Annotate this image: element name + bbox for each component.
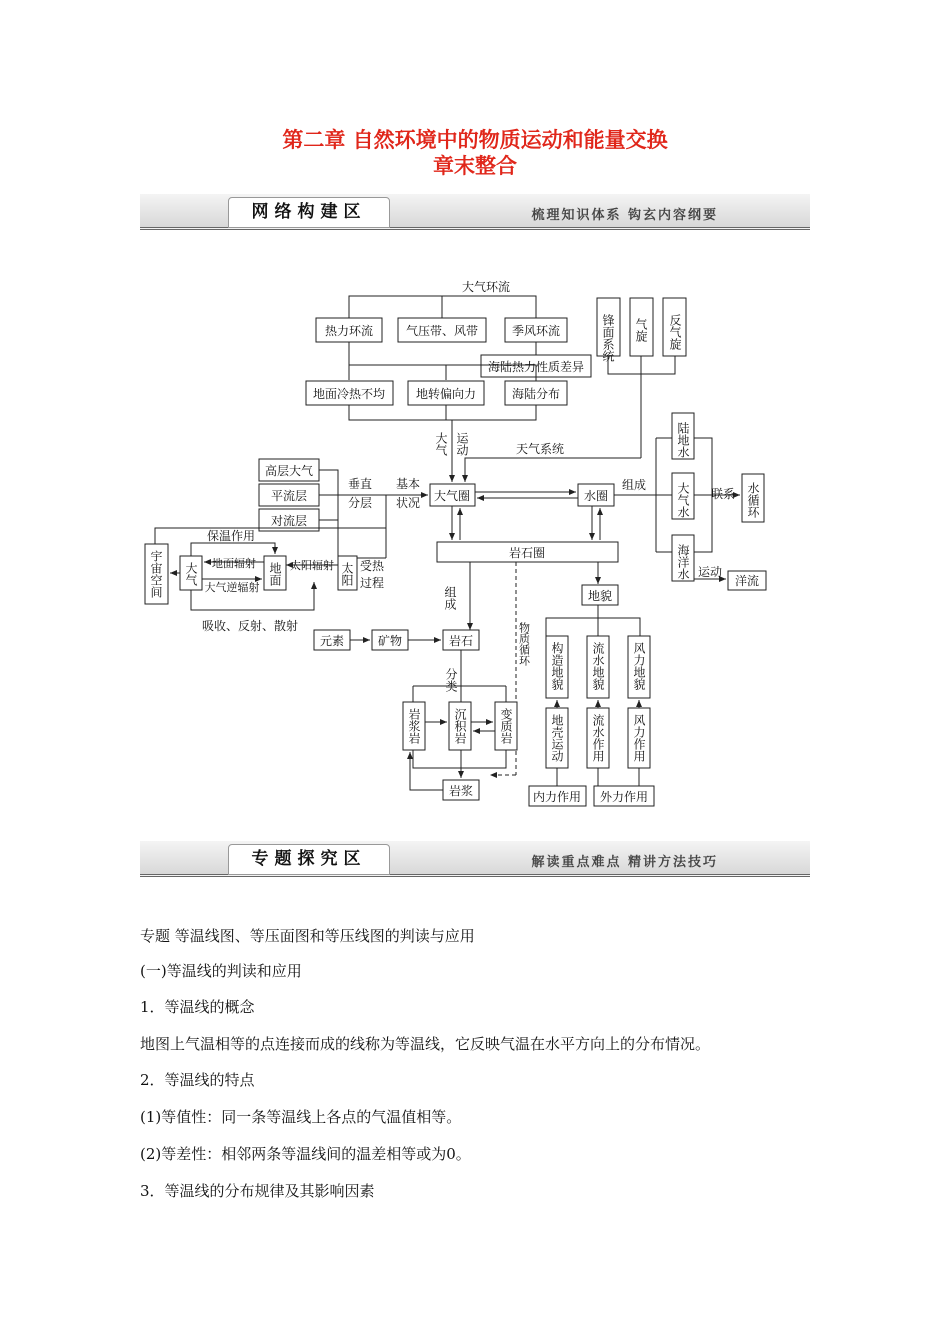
label-move: 运动 (697, 565, 723, 579)
box-uneven-heating: 地面冷热不均 (312, 387, 386, 401)
banner-tab-topic: 专题探究区 (228, 844, 390, 875)
box-anticyclone: 反气旋 (668, 314, 682, 350)
banner-tab-network: 网络构建区 (228, 197, 390, 228)
label-counter-radiation: 大气逆辐射 (204, 581, 260, 594)
box-igneous: 岩浆岩 (407, 708, 421, 744)
item-1: 1．等温线的概念 (140, 998, 255, 1016)
label-link: 联系 (710, 487, 736, 501)
box-tectonic-landform: 构造地貌 (550, 642, 564, 690)
label-insulation: 保温作用 (206, 529, 256, 543)
box-stratosphere: 平流层 (270, 489, 308, 503)
paragraph-2: (1)等值性：同一条等温线上各点的气温值相等。 (140, 1108, 462, 1126)
box-upper-atm: 高层大气 (264, 464, 314, 478)
label-atm-circulation: 大气环流 (461, 280, 511, 294)
box-fluvial-landform: 流水地貌 (591, 642, 605, 690)
banner-sub-topic: 解读重点难点 精讲方法技巧 (531, 855, 718, 870)
box-hydrosphere: 水圈 (583, 489, 609, 503)
label-status: 状况 (395, 496, 421, 510)
box-ocean-water: 海洋水 (676, 544, 690, 580)
box-aeolian-landform: 风力地貌 (632, 642, 646, 690)
chapter-subtitle: 章末整合 (433, 154, 517, 178)
item-3: 3．等温线的分布规律及其影响因素 (140, 1182, 375, 1200)
box-thermal-circulation: 热力环流 (324, 324, 374, 338)
label-absorb-reflect: 吸收、反射、散射 (201, 619, 299, 633)
box-front-system: 锋面系统 (601, 314, 615, 362)
label-classify: 分类 (444, 668, 458, 692)
paragraph-3: (2)等差性：相邻两条等温线间的温差相等或为0。 (140, 1145, 471, 1163)
label-solar-radiation: 太阳辐射 (290, 559, 334, 572)
banner-sub-network: 梳理知识体系 钩玄内容纲要 (531, 208, 718, 223)
box-atm-water: 大气水 (676, 482, 690, 518)
box-lithosphere: 岩石圈 (508, 546, 546, 560)
box-atm-small: 大气 (184, 562, 198, 586)
box-landform: 地貌 (587, 589, 613, 603)
label-compose-v: 组成 (443, 586, 457, 610)
box-pressure-wind-belts: 气压带、风带 (405, 324, 479, 338)
box-land-water: 陆地水 (676, 422, 690, 458)
box-land-sea-diff: 海陆热力性质差异 (487, 360, 585, 374)
box-external-force: 外力作用 (599, 790, 649, 804)
chapter-title: 第二章 自然环境中的物质运动和能量交换 (282, 128, 668, 152)
label-vertical: 垂直 (347, 477, 373, 491)
box-cyclone: 气旋 (634, 318, 648, 342)
box-space: 宇宙空间 (149, 550, 163, 598)
box-magma: 岩浆 (448, 784, 474, 798)
box-ocean-current: 洋流 (734, 574, 760, 588)
box-land-sea-dist: 海陆分布 (511, 387, 561, 401)
box-sun: 太阳 (340, 562, 354, 586)
box-troposphere: 对流层 (270, 514, 308, 528)
label-process: 过程 (359, 576, 385, 590)
topic-heading: 专题 等温线图、等压面图和等压线图的判读与应用 (140, 927, 475, 945)
box-internal-force: 内力作用 (532, 790, 582, 804)
box-element: 元素 (319, 634, 345, 648)
label-atm-v: 大气 (434, 432, 448, 456)
box-wind-action: 风力作用 (632, 714, 646, 762)
paragraph-1: 地图上气温相等的点连接而成的线称为等温线，它反映气温在水平方向上的分布情况。 (140, 1035, 711, 1053)
label-ground-radiation: 地面辐射 (212, 557, 256, 570)
label-compose: 组成 (621, 478, 647, 492)
box-coriolis: 地转偏向力 (415, 387, 477, 401)
item-2: 2．等温线的特点 (140, 1071, 255, 1089)
box-ground: 地面 (268, 562, 282, 586)
label-heated: 受热 (359, 559, 385, 573)
box-metamorphic: 变质岩 (499, 708, 513, 744)
box-sedimentary: 沉积岩 (453, 708, 467, 744)
label-weather-system: 天气系统 (515, 442, 565, 456)
label-basic: 基本 (395, 477, 421, 491)
label-layering: 分层 (347, 496, 373, 510)
box-fluvial-action: 流水作用 (591, 714, 605, 762)
box-water-cycle: 水循环 (746, 482, 760, 518)
box-crustal-movement: 地壳运动 (550, 714, 564, 762)
section-banner-topic (140, 841, 810, 877)
box-atmosphere: 大气圈 (433, 489, 471, 503)
box-monsoon: 季风环流 (511, 324, 561, 338)
box-rock: 岩石 (448, 634, 474, 648)
label-motion-v: 运动 (455, 432, 469, 456)
label-material-cycle: 物质循环 (517, 622, 531, 666)
section-heading: (一)等温线的判读和应用 (140, 962, 302, 980)
box-mineral: 矿物 (377, 634, 403, 648)
